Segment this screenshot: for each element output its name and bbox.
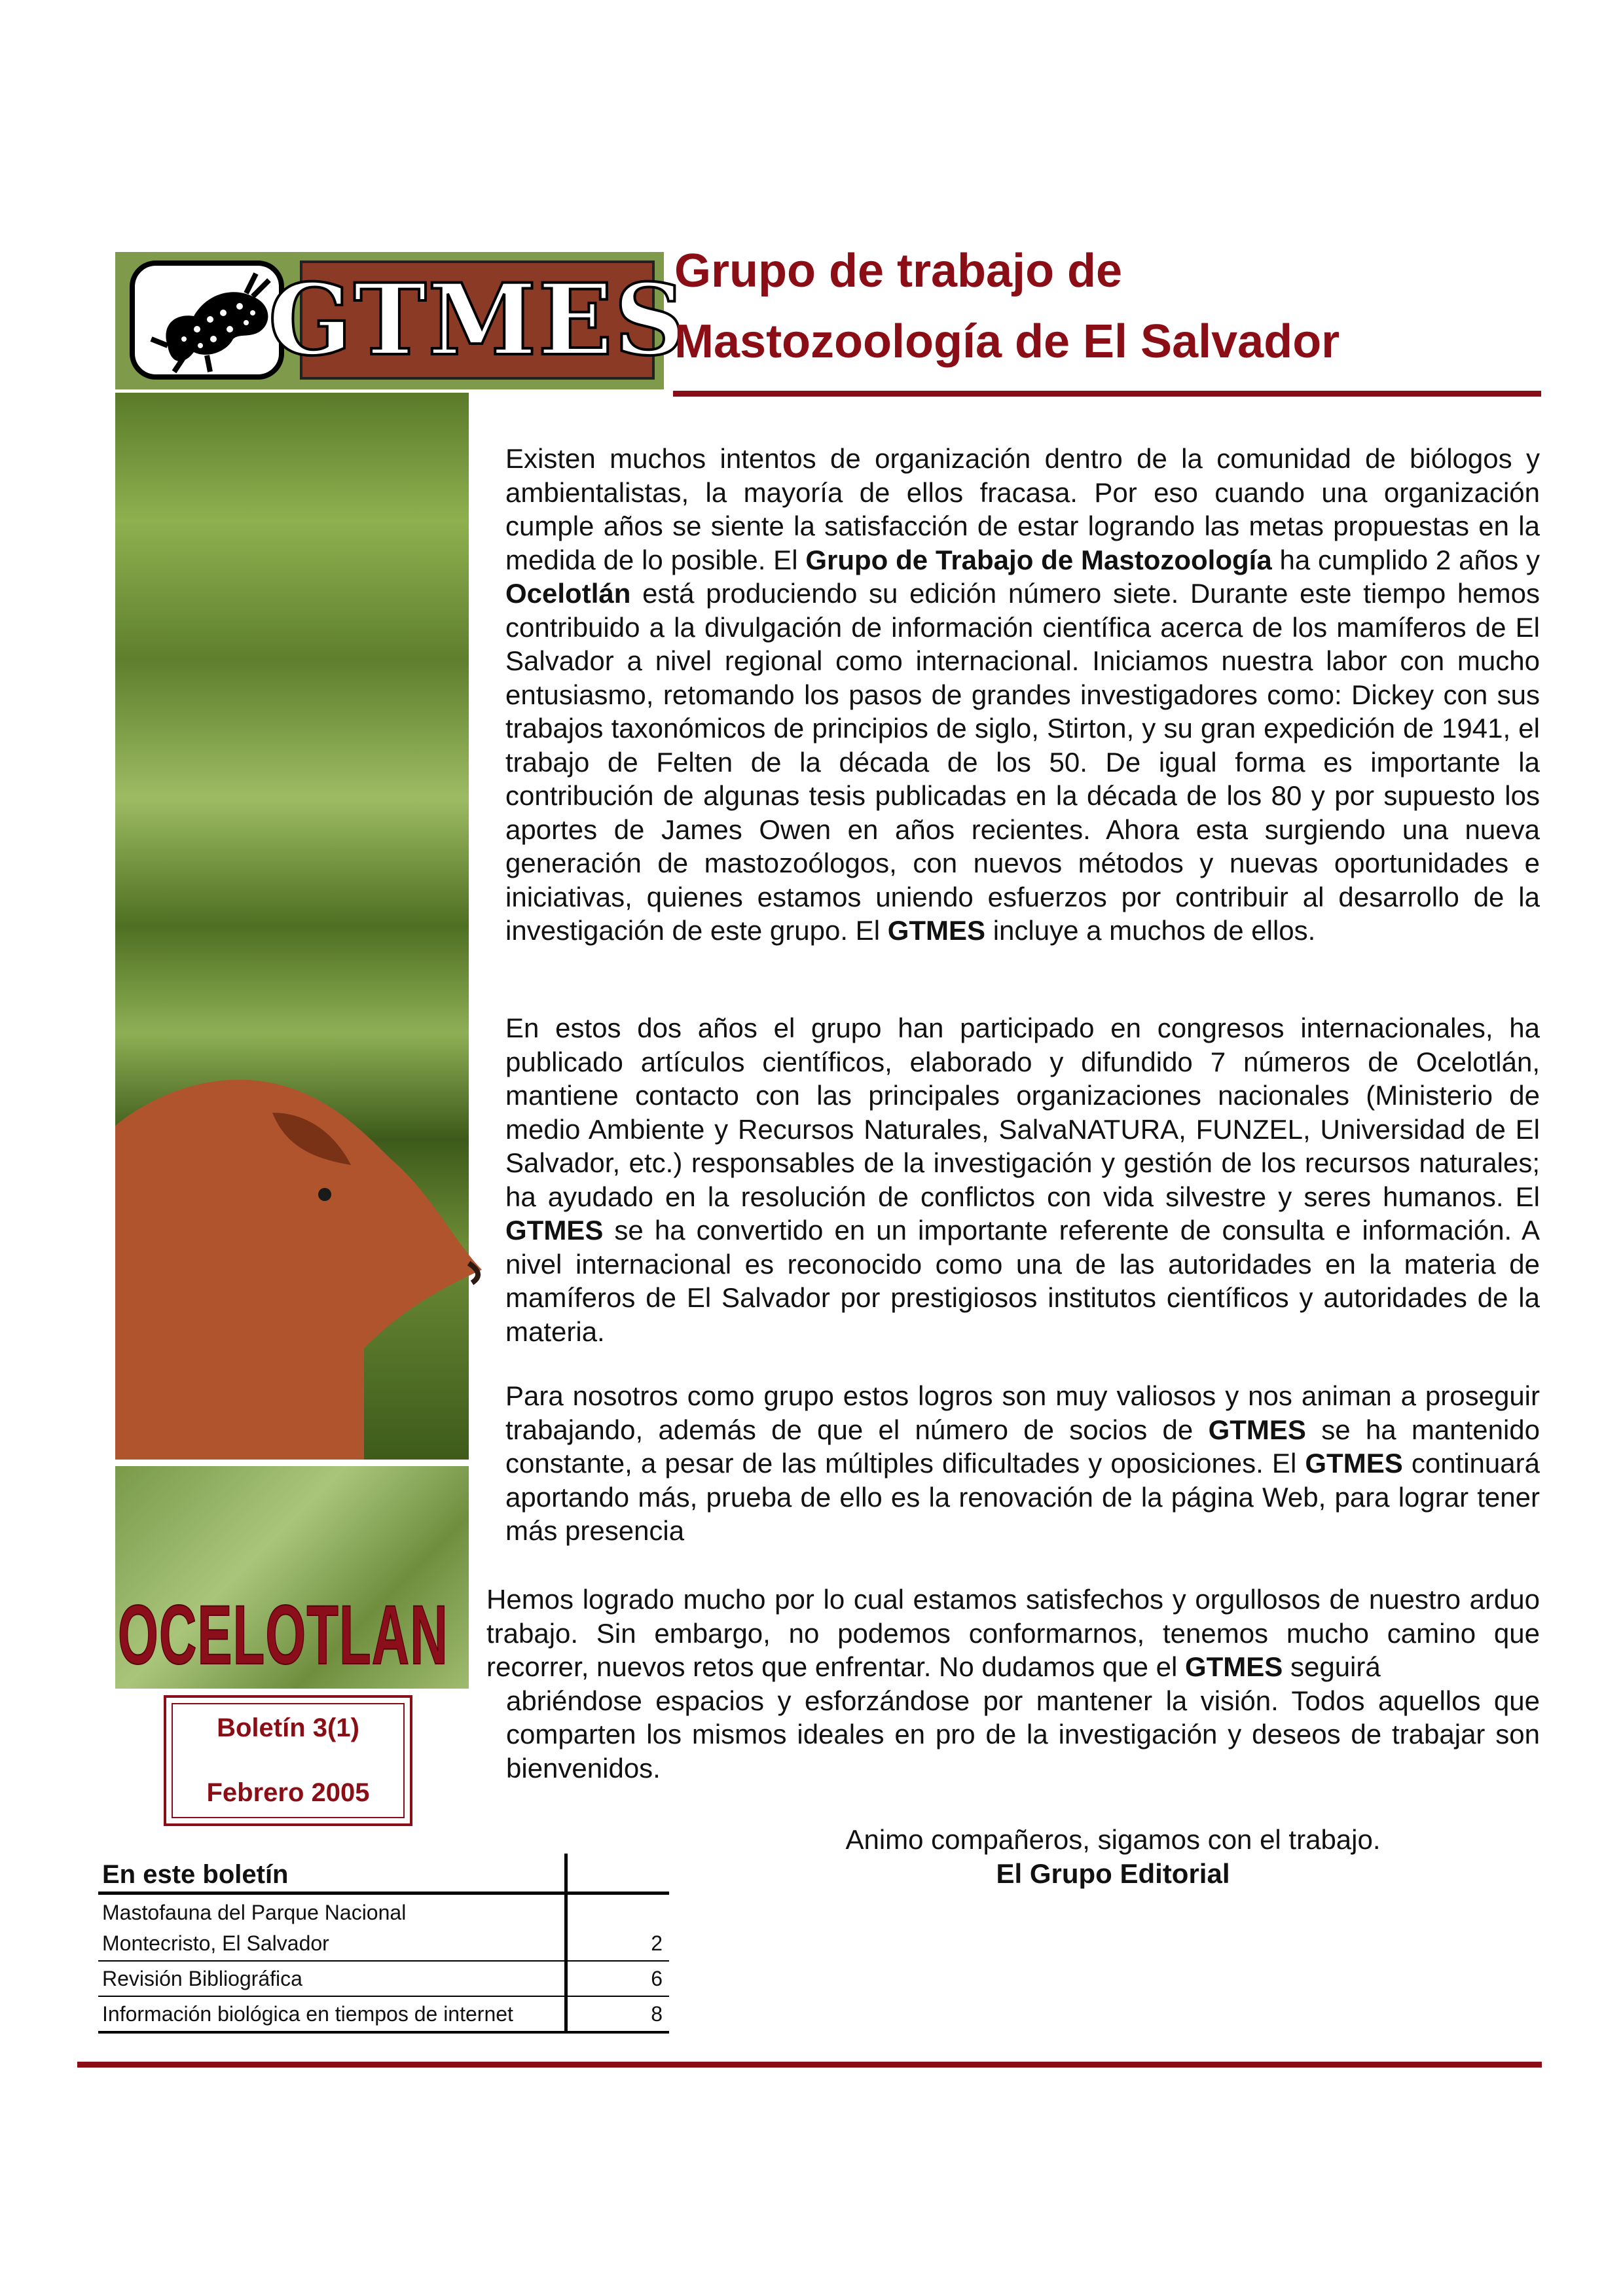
text-segment: se ha mantenido constante, a pesar de las múltiples dificultades y oposiciones. El — [505, 1414, 1541, 1479]
text-segment: se ha convertido en un importante referente de consulta e información. A nivel internacional es reconocido como una de las autoridades en la materia de mamíferos de El Salvador por prestigiosos institutos científicos y autoridades de la materia. — [505, 1215, 1540, 1347]
spotted-salamander-icon — [148, 267, 279, 375]
text-segment: está produciendo su edición número siete. Durante este tiempo hemos contribuido a la divulgación de información científica acerca de los mamíferos de El Salvador a nivel regional como internacional. Iniciamos nuestra labor con mucho entusiasmo, retomando los pasos de grandes investigadores como: Dickey con sus trabajos taxonómicos de principios de siglo, Stirton, y su gran expedición de 1941, el trabajo de Felten de la década de los 50. De igual forma es importante la contribución de algunas tesis publicadas en la década de los 80 y por supuesto los aportes de James Owen en años recientes. Ahora esta surgiendo una nueva generación de mastozoólogos, con nuevos métodos y nuevas oportunidades e iniciativas, quienes estamos uniendo esfuerzos por contribuir al desarrollo de la investigación de este grupo. El — [505, 578, 1540, 946]
puma-image — [115, 1073, 488, 1460]
bold-term: GTMES — [1208, 1414, 1306, 1445]
toc-item-label: Montecristo, El Salvador — [102, 1931, 329, 1955]
toc-row[interactable] — [98, 1997, 669, 2034]
logo-text-box — [268, 260, 687, 380]
toc-item-label: Información biológica en tiempos de internet — [102, 2002, 513, 2026]
bold-term: GTMES — [505, 1215, 604, 1246]
toc-title: En este boletín — [98, 1854, 669, 1895]
title-rule — [673, 391, 1541, 397]
signature: El Grupo Editorial — [996, 1858, 1230, 1889]
page-title — [674, 236, 1545, 377]
bold-term: Ocelotlán — [505, 578, 631, 609]
text-segment: Para nosotros como grupo estos logros son muy valiosos y nos animan a proseguir trabajando, además de que el número de socios de — [505, 1380, 1540, 1445]
paragraph-3 — [505, 1379, 1540, 1548]
title-line-2: Mastozoología de El Salvador — [674, 315, 1340, 368]
paragraph-4-text-c: seguirá — [1283, 1651, 1381, 1682]
closing-line: Animo compañeros, sigamos con el trabajo. — [845, 1824, 1381, 1855]
bulletin-number: Boletín 3(1) — [217, 1713, 359, 1742]
title-line-1: Grupo de trabajo de — [674, 245, 1123, 297]
bottom-rule — [77, 2062, 1542, 2068]
closing — [720, 1823, 1506, 1891]
text-segment: En estos dos años el grupo han participado en congresos internacionales, ha publicado artículos científicos, elaborado y difundido 7 números de Ocelotlán, mantiene contacto con las principales organizaciones nacionales (Ministerio de medio Ambiente y Recursos Naturales, SalvaNATURA, FUNZEL, Universidad de El Salvador, etc.) responsables de la investigación y gestión de los recursos naturales; ha ayudado en la resolución de conflictos con vida silvestre y seres humanos. El — [505, 1013, 1540, 1212]
toc-row[interactable] — [98, 1962, 669, 1997]
toc-item-page: 8 — [651, 2002, 663, 2026]
ocelotlan-wordmark: OCELOTLAN — [118, 1588, 448, 1682]
text-segment: incluye a muchos de ellos. — [985, 915, 1316, 946]
paragraph-1 — [505, 442, 1540, 948]
toc-row[interactable] — [98, 1895, 669, 1926]
bulletin-info — [172, 1703, 405, 1818]
toc-row[interactable] — [98, 1926, 669, 1962]
bold-term: GTMES — [887, 915, 986, 946]
paragraph-4-text-d: abriéndose espacios y esforzándose por mantener la visión. Todos aquellos que comparten los mismos ideales en pro de la investigación y deseos de trabajar son bienvenidos. — [506, 1685, 1540, 1784]
toc-item-page: 2 — [651, 1931, 663, 1955]
paragraph-4-bold: GTMES — [1184, 1651, 1283, 1682]
text-segment: Existen muchos intentos de organización dentro de la comunidad de biólogos y ambientalistas, la mayoría de ellos fracasa. Por eso cuando una organización cumple años se siente la satisfacción de estar logrando las metas propuestas en la medida de lo posible. El — [505, 443, 1540, 575]
logo-text: GTMES — [268, 262, 687, 378]
toc-item-label: Mastofauna del Parque Nacional — [102, 1901, 407, 1924]
bold-term: GTMES — [1305, 1448, 1403, 1479]
text-segment: continuará aportando más, prueba de ello es la renovación de la página Web, para lograr tener más presencia — [505, 1448, 1540, 1546]
text-segment: ha cumplido 2 años y — [1271, 544, 1541, 575]
paragraph-4 — [486, 1583, 1540, 1785]
bulletin-date: Febrero 2005 — [206, 1778, 370, 1807]
toc-item-label: Revisión Bibliográfica — [102, 1967, 302, 1990]
paragraph-2 — [505, 1011, 1540, 1348]
table-of-contents — [98, 1854, 669, 2034]
bold-term: Grupo de Trabajo de Mastozoología — [805, 544, 1272, 575]
paragraph-4-text-a: Hemos logrado mucho por lo cual estamos satisfechos y orgullosos de nuestro arduo trabajo. Sin embargo, no podemos conformarnos, tenemos mucho camino que recorrer, nuevos retos que enfrentar. No dudamos que el — [486, 1584, 1540, 1682]
toc-item-page: 6 — [651, 1967, 663, 1990]
